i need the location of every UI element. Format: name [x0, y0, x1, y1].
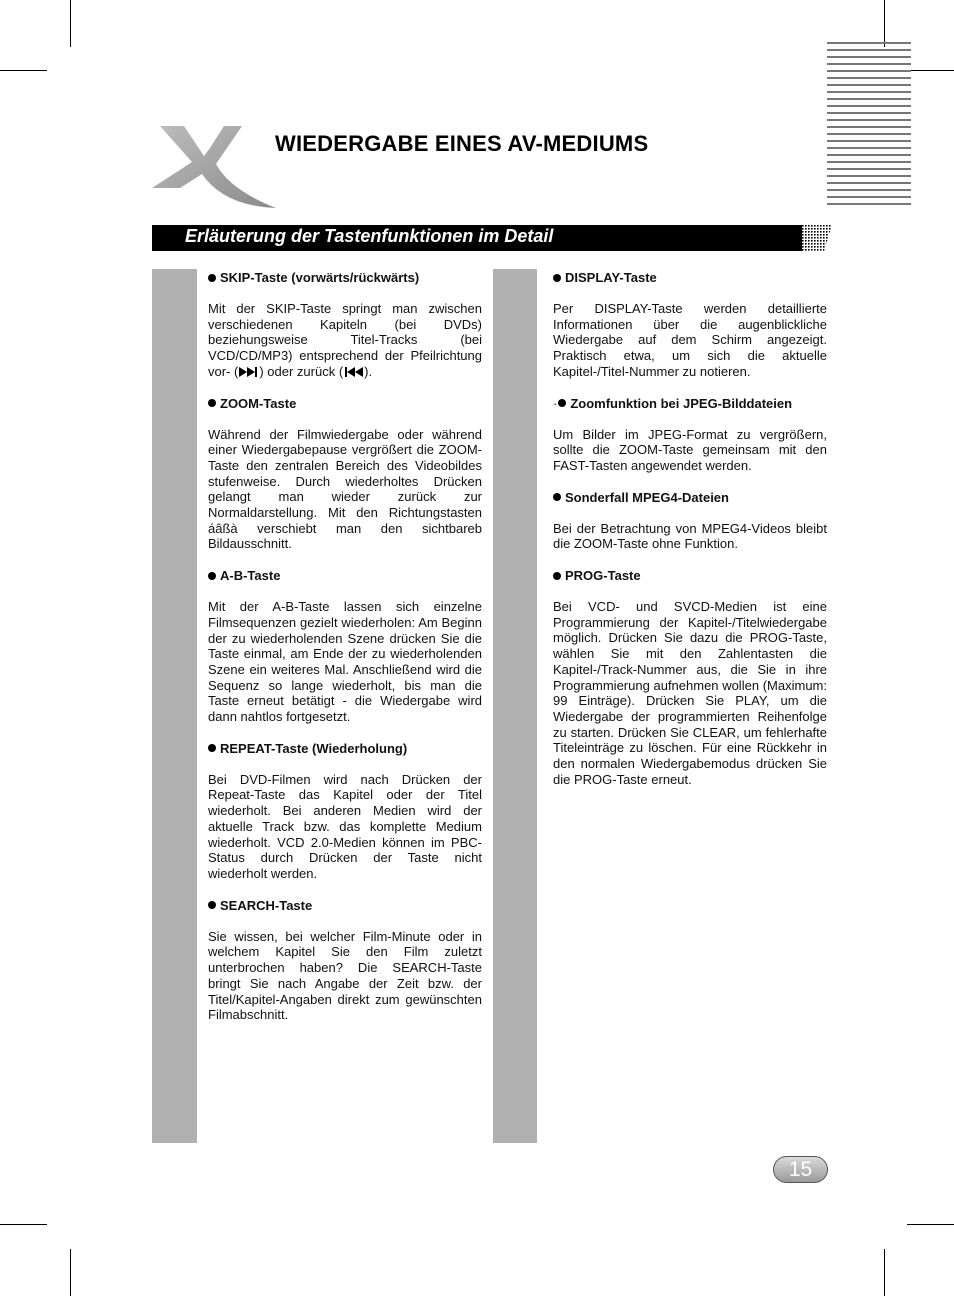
crop-mark: [0, 1224, 47, 1225]
crop-mark: [0, 70, 47, 71]
section-heading: Sonderfall MPEG4-Dateien: [565, 489, 729, 505]
section-banner: [152, 225, 802, 251]
section-heading: A-B-Taste: [220, 568, 281, 584]
crop-mark: [884, 1249, 885, 1296]
section-text: Bei DVD-Filmen wird nach Drücken der Repeat-Taste das Kapitel oder der Titel wiederholt. Bei anderen Medien wird der aktuelle Track bzw. das komplette Medium wiederholt. VCD 2.0-Medien können im PBC-Status durch Drücken der Taste nicht wiederholt werden.: [208, 771, 482, 881]
crop-mark: [884, 0, 885, 47]
crop-mark: [907, 1224, 954, 1225]
bullet-icon: [553, 493, 561, 501]
crop-mark: [70, 0, 71, 47]
section-jpeg-zoom: [553, 396, 827, 474]
section-search: [208, 898, 482, 1023]
section-text: Um Bilder im JPEG-Format zu vergrößern, sollte die ZOOM-Taste gemeinsam mit den FAST-Tasten angewendet werden.: [553, 426, 827, 473]
section-heading: ZOOM-Taste: [220, 395, 297, 411]
section-display: [553, 270, 827, 380]
page-title: WIEDERGABE EINES AV-MEDIUMS: [275, 131, 649, 156]
section-text: Bei VCD- und SVCD-Medien ist eine Programmierung der Kapitel-/Titelwiedergabe möglich. Drücken Sie dazu die PROG-Taste, wählen Sie mit den Zahlentasten die Kapitel-/Track-Nummer aus, die Sie in ihre Programmierung aufnehmen wollen (Maximum: 99 Einträge). Drücken Sie PLAY, um die Wiedergabe der programmierten Reihenfolge zu starten. Drücken Sie CLEAR, um fehlerhafte Titeleinträge zu löschen. Für eine Rückkehr in den normalen Wiedergabemodus drücken Sie die PROG-Taste erneut.: [553, 599, 827, 787]
section-heading: Zoomfunktion bei JPEG-Bilddateien: [570, 395, 793, 411]
crop-mark: [70, 1249, 71, 1296]
bullet-icon: [208, 744, 216, 752]
section-repeat: [208, 741, 482, 882]
x-brand-logo: [150, 122, 278, 210]
section-text: Mit der A-B-Taste lassen sich einzelne Filmsequenzen gezielt wiederholen: Am Beginn der zu wiederholenden Szene drücken Sie die Taste einmal, am Ende der zu wiederholenden Szene ein weiteres Mal. Anschließend wird die Sequenz so lange wiederholt, bis man die Taste erneut betätigt - die Wiedergabe wird dann nahtlos fortgesetzt.: [208, 599, 482, 725]
bullet-icon: [208, 572, 216, 580]
page-number: 15: [773, 1156, 828, 1183]
section-subtitle: Erläuterung der Tastenfunktionen im Detail: [185, 226, 554, 246]
bullet-icon: [208, 399, 216, 407]
decorative-stripes: [827, 42, 911, 210]
bullet-icon: [558, 399, 566, 407]
section-mpeg4: [553, 490, 827, 552]
skip-next-icon: [238, 366, 259, 378]
section-text: Mit der SKIP-Taste springt man zwischen verschiedenen Kapiteln (bei DVDs) beziehungsweise Titel-Tracks (bei VCD/CD/MP3) entsprechend der Pfeilrichtung vor- ( ) oder zurück ( ).: [208, 301, 482, 379]
right-column: [553, 270, 827, 803]
banner-dots-pattern: [802, 225, 832, 251]
bullet-icon: [208, 901, 216, 909]
section-text: Per DISPLAY-Taste werden detaillierte Informationen über die augenblickliche Wiedergabe auf dem Schirm angezeigt. Praktisch etwa, um sich die aktuelle Kapitel-/Titel-Nummer zu notieren.: [553, 301, 827, 379]
left-sidebar-bar: [152, 269, 197, 1143]
bullet-icon: [553, 572, 561, 580]
section-heading: PROG-Taste: [565, 568, 641, 584]
section-heading: SEARCH-Taste: [220, 897, 313, 913]
section-text: Während der Filmwiedergabe oder während einer Wiedergabepause vergrößert die ZOOM-Taste den zentralen Bereich des Videobildes stufenweise. Durch wiederholtes Drücken gelangt man wieder zurück zur Normaldarstellung. Mit den Richtungstasten áâßà verschiebt man den sichtbareb Bildausschnitt.: [208, 426, 482, 552]
section-text: Sie wissen, bei welcher Film-Minute oder in welchem Kapitel Sie den Film zuletzt unterbrochen haben? Die SEARCH-Taste bringt Sie nach Angabe der Zeit bzw. der Titel/Kapitel-Angaben direkt zum gewünschten Filmabschnitt.: [208, 928, 482, 1023]
heading-prefix: ·: [553, 395, 558, 411]
left-column: [208, 270, 482, 1039]
section-text: Bei der Betrachtung von MPEG4-Videos bleibt die ZOOM-Taste ohne Funktion.: [553, 520, 827, 552]
bullet-icon: [208, 274, 216, 282]
bullet-icon: [553, 274, 561, 282]
section-ab: [208, 568, 482, 725]
section-prog: [553, 568, 827, 787]
section-skip: [208, 270, 482, 380]
section-zoom: [208, 396, 482, 553]
crop-mark: [907, 70, 954, 71]
middle-sidebar-bar: [493, 269, 537, 1143]
section-heading: REPEAT-Taste (Wiederholung): [220, 740, 408, 756]
section-heading: DISPLAY-Taste: [565, 270, 657, 285]
skip-previous-icon: [343, 366, 364, 378]
section-heading: SKIP-Taste (vorwärts/rückwärts): [220, 270, 420, 285]
